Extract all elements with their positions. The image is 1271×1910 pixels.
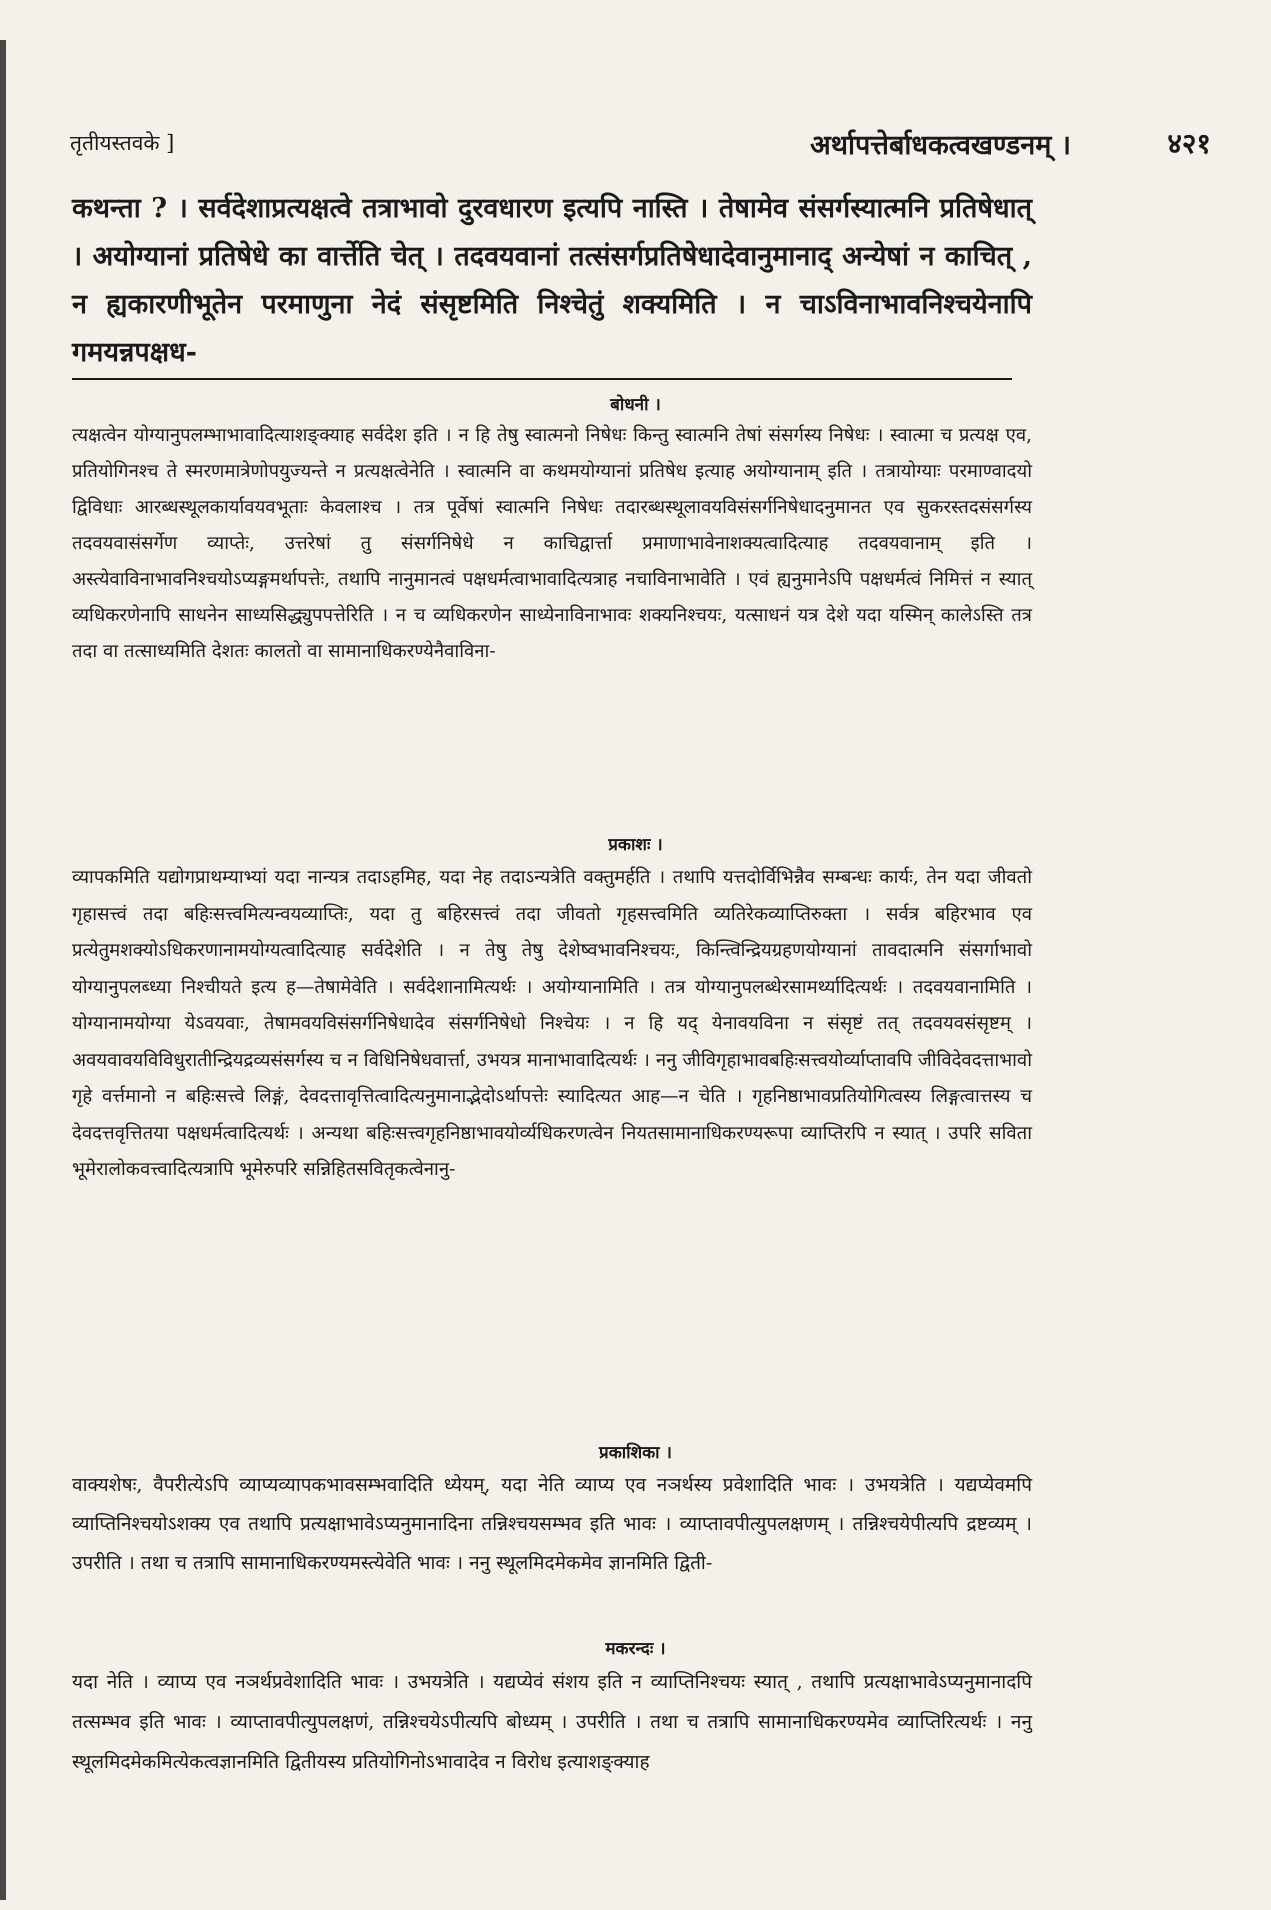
makaranda-title: मकरन्दः ।	[605, 1639, 666, 1659]
page-number: ४२१	[1167, 127, 1211, 160]
prakasha-text: व्यापकमिति यद्योगप्राथम्याभ्यां यदा नान्यत्र तदाऽहमिह, यदा नेह तदाऽन्यत्रेति वक्तुमर्हति । तथापि यत्तदोर्विभिन्नैव सम्बन्धः कार्यः, तेन यदा जीवतो गृहासत्त्वं तदा बहिःसत्त्वमित्यन्वयव्याप्तिः, यदा तु बहिरसत्त्वं तदा जीवतो गृहसत्त्वमिति व्यतिरेकव्याप्तिरुक्ता । सर्वत्र बहिरभाव एव प्रत्येतुमशक्योऽधिकरणानामयोग्यत्वादित्याह सर्वदेशेति । न तेषु तेषु देशेष्वभावनिश्चयः, किन्त्विन्द्रियग्रहणयोग्यानां तावदात्मनि संसर्गाभावो योग्यानुपलब्ध्या निश्चीयते इत्य ह—तेषामेवेति । सर्वदेशानामित्यर्थः । अयोग्यानामिति । तत्र योग्यानुपलब्धेरसामर्थ्यादित्यर्थः । तदवयवानामिति । योग्यानामयोग्या येऽवयवाः, तेषामवयविसंसर्गनिषेधादेव संसर्गनिषेधो निश्चेयः । न हि यद् येनावयविना न संसृष्टं तत् तदवयवसंसृष्टम् । अवयवावयविविधुरातीन्द्रियद्रव्यसंसर्गस्य च न विधिनिषेधवार्त्ता, उभयत्र मानाभावादित्यर्थः । ननु जीविगृहाभावबहिःसत्त्वयोर्व्याप्तावपि जीविदेवदत्ताभावो गृहे वर्त्तमानो न बहिःसत्त्वे लिङ्गं, देवदत्तावृत्तित्वादित्यनुमानाद्भेदोऽर्थापत्तेः स्यादित्यत आह—न चेति । गृहनिष्ठाभावप्रतियोगित्वस्य लिङ्गत्वात्तस्य च देवदत्तवृत्तितया पक्षधर्मत्वादित्यर्थः । अन्यथा बहिःसत्त्वगृहनिष्ठाभावयोर्व्यधिकरणत्वेन नियतसामानाधिकरण्यरूपा व्याप्तिरपि न स्यात् । उपरि सविता भूमेरालोकवत्त्वादित्यत्रापि भूमेरुपरि सन्निहितसवितृकत्वेनानु-	[72, 867, 1032, 1180]
page-title: अर्थापत्तेर्बाधकत्वखण्डनम् ।	[810, 129, 1071, 161]
running-header	[70, 118, 1211, 168]
bodhani-title: बोधनी ।	[610, 395, 661, 415]
prakashika-text: वाक्यशेषः, वैपरीत्येऽपि व्याप्यव्यापकभावसम्भवादिति ध्येयम्, यदा नेति व्याप्य एव नञर्थस्य प्रवेशादिति भावः । उभयत्रेति । यद्यप्येवमपि व्याप्तिनिश्चयोऽशक्य एव तथापि प्रत्यक्षाभावेऽप्यनुमानादिना तन्निश्चयसम्भव इति भावः । व्याप्तावपीत्युपलक्षणम् । तन्निश्चयेपीत्यपि द्रष्टव्यम् । उपरीति । तथा च तत्रापि सामानाधिकरण्यमस्त्येवेति भावः । ननु स्थूलमिदमेकमेव ज्ञानमिति द्विती-	[72, 1474, 1032, 1574]
separator-rule	[72, 378, 1012, 380]
bodhani-text: त्यक्षत्वेन योग्यानुपलम्भाभावादित्याशङ्क्याह सर्वदेश इति । न हि तेषु स्वात्मनो निषेधः किन्तु स्वात्मनि तेषां संसर्गस्य निषेधः । स्वात्मा च प्रत्यक्ष एव, प्रतियोगिनश्च ते स्मरणमात्रेणोपयुज्यन्ते न प्रत्यक्षत्वेनेति । स्वात्मनि वा कथमयोग्यानां प्रतिषेध इत्याह अयोग्यानाम् इति । तत्रायोग्याः परमाण्वादयो द्विविधाः आरब्धस्थूलकार्यावयवभूताः केवलाश्च । तत्र पूर्वेषां स्वात्मनि निषेधः तदारब्धस्थूलावयविसंसर्गनिषेधादनुमानत एव सुकरस्तदसंसर्गस्य तदवयवासंसर्गेण व्याप्तेः, उत्तरेषां तु संसर्गनिषेधे न काचिद्वार्त्ता प्रमाणाभावेनाशक्यत्वादित्याह तदवयवानाम् इति । अस्त्येवाविनाभावनिश्चयोऽप्यङ्गमर्थापत्तेः, तथापि नानुमानत्वं पक्षधर्मत्वाभावादित्यत्राह नचाविनाभावेति । एवं ह्यनुमानेऽपि पक्षधर्मत्वं निमित्तं न स्यात् व्यधिकरणेनापि साधनेन साध्यसिद्ध्युपपत्तेरिति । न च व्यधिकरणेन साध्येनाविनाभावः शक्यनिश्चयः, यत्साधनं यत्र देशे यदा यस्मिन् कालेऽस्ति तत्र तदा वा तत्साध्यमिति देशतः कालतो वा सामानाधिकरण्येनैवाविना-	[72, 425, 1032, 662]
main-text: कथन्ता ? । सर्वदेशाप्रत्यक्षत्वे तत्राभावो दुरवधारण इत्यपि नास्ति । तेषामेव संसर्गस्यात्मनि प्रतिषेधात् । अयोग्यानां प्रतिषेधे का वार्त्तेति चेत् । तदवयवानां तत्संसर्गप्रतिषेधादेवानुमानाद् अन्येषां न काचित् , न ह्यकारणीभूतेन परमाणुना नेदं संसृष्टमिति निश्चेतुं शक्यमिति । न चाऽविनाभावनिश्चयेनापि गमयन्नपक्षध-	[72, 193, 1032, 368]
prakasha-title: प्रकाशः ।	[608, 835, 663, 855]
page-edge-shadow	[0, 40, 6, 1900]
prakashika-title: प्रकाशिका ।	[599, 1443, 672, 1463]
makaranda-text: यदा नेति । व्याप्य एव नञर्थप्रवेशादिति भावः । उभयत्रेति । यद्यप्येवं संशय इति न व्याप्तिनिश्चयः स्यात् , तथापि प्रत्यक्षाभावेऽप्यनुमानादपि तत्सम्भव इति भावः । व्याप्तावपीत्युपलक्षणं, तन्निश्चयेऽपीत्यपि बोध्यम् । उपरीति । तथा च तत्रापि सामानाधिकरण्यमेव व्याप्तिरित्यर्थः । ननु स्थूलमिदमेकमित्येकत्वज्ञानमिति द्वितीयस्य प्रतियोगिनोऽभावादेव न विरोध इत्याशङ्क्याह	[72, 1671, 1032, 1773]
chapter-label: तृतीयस्तवके ]	[70, 131, 175, 155]
